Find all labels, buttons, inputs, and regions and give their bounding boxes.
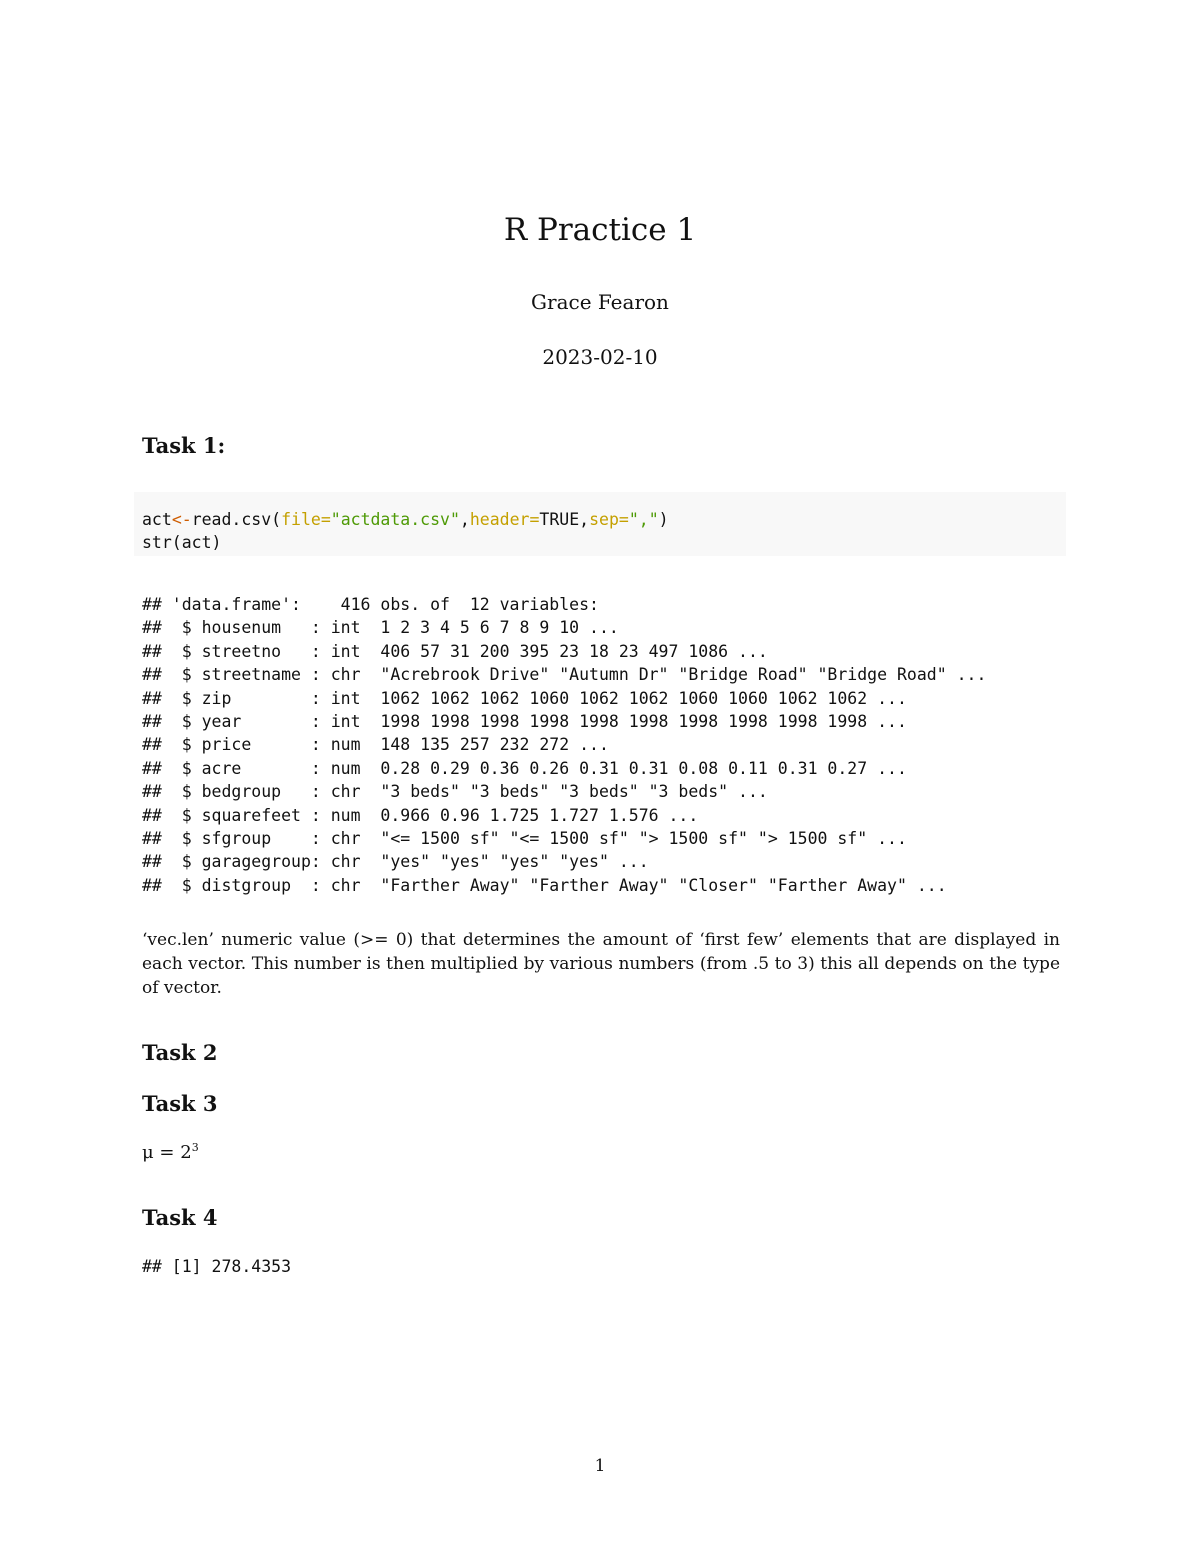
- output-line: ## $ year : int 1998 1998 1998 1998 1998 1998 1998 1998 1998 1998 ...: [142, 712, 907, 732]
- output-line: ## $ acre : num 0.28 0.29 0.36 0.26 0.31 0.31 0.08 0.11 0.31 0.27 ...: [142, 758, 907, 778]
- output-line: ## $ garagegroup: chr "yes" "yes" "yes" "yes" ...: [142, 852, 649, 872]
- task4-heading: Task 4: [142, 1205, 218, 1230]
- document-date: 2023-02-10: [542, 345, 658, 369]
- equation-exponent: 3: [191, 1141, 199, 1154]
- document-author: Grace Fearon: [531, 290, 669, 314]
- code-argument: file=: [281, 510, 331, 529]
- code-token: act: [142, 510, 172, 529]
- code-token: ,: [459, 510, 470, 529]
- document-title: R Practice 1: [503, 212, 697, 248]
- code-block-task1: [134, 492, 1066, 556]
- code-assign-operator: <-: [171, 510, 192, 529]
- task1-explanation: ‘vec.len’ numeric value (>= 0) that determines the amount of ‘first few’ elements that are displayed in each vector. This number is then multiplied by various numbers (from .5 to 3) this all depends on the type of vector.: [142, 930, 1060, 998]
- output-line: ## $ bedgroup : chr "3 beds" "3 beds" "3 beds" "3 beds" ...: [142, 782, 768, 802]
- output-line: ## $ streetname : chr "Acrebrook Drive" "Autumn Dr" "Bridge Road" "Bridge Road" ...: [142, 665, 987, 685]
- code-token: ): [658, 510, 669, 529]
- task3-heading: Task 3: [142, 1091, 218, 1116]
- code-argument: sep=: [589, 510, 629, 529]
- output-line: ## 'data.frame': 416 obs. of 12 variables:: [142, 595, 599, 614]
- code-token: read.csv(: [191, 510, 282, 529]
- code-line: str(act): [142, 533, 222, 552]
- task3-equation: [142, 1141, 199, 1163]
- task1-heading: Task 1:: [142, 433, 226, 458]
- output-line: ## $ price : num 148 135 257 232 272 ...: [142, 735, 609, 755]
- task2-heading: Task 2: [142, 1040, 218, 1065]
- output-line: ## $ distgroup : chr "Farther Away" "Farther Away" "Closer" "Farther Away" ...: [142, 875, 947, 895]
- output-line: ## $ sfgroup : chr "<= 1500 sf" "<= 1500 sf" "> 1500 sf" "> 1500 sf" ...: [142, 829, 907, 849]
- equation-base: μ = 2: [142, 1142, 192, 1163]
- console-output-str: [142, 593, 986, 897]
- output-line: ## $ zip : int 1062 1062 1062 1060 1062 1062 1060 1060 1062 1062 ...: [142, 688, 907, 708]
- page-number: 1: [594, 1456, 606, 1476]
- code-argument: header=: [469, 510, 540, 529]
- output-line: ## $ housenum : int 1 2 3 4 5 6 7 8 9 10 ...: [142, 618, 619, 638]
- task4-result: ## [1] 278.4353: [142, 1257, 292, 1276]
- output-line: ## $ streetno : int 406 57 31 200 395 23 18 23 497 1086 ...: [142, 641, 768, 661]
- code-token: TRUE: [539, 510, 580, 529]
- code-string: "actdata.csv": [330, 510, 460, 529]
- code-token: ,: [579, 510, 590, 529]
- output-line: ## $ squarefeet : num 0.966 0.96 1.725 1.727 1.576 ...: [142, 805, 699, 825]
- code-string: ",": [628, 510, 659, 529]
